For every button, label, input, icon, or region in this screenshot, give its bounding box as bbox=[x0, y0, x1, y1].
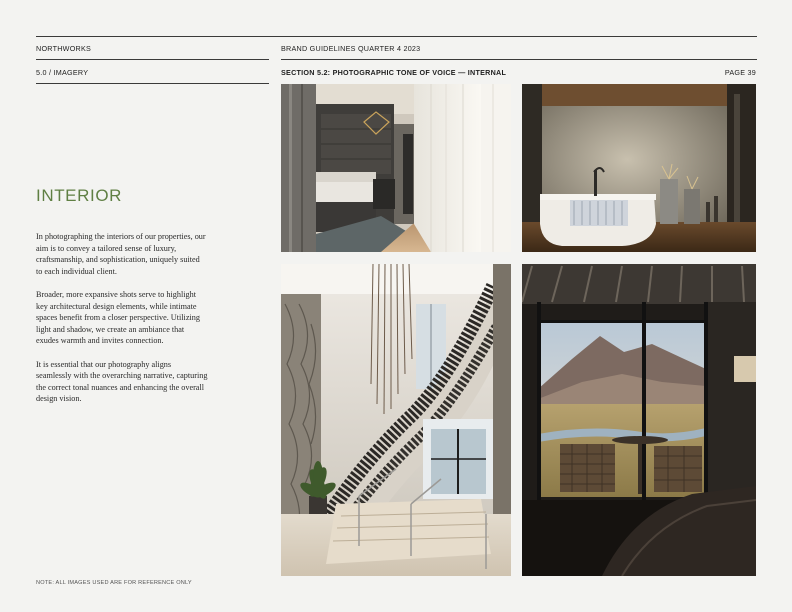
photo-mountain-view bbox=[522, 264, 756, 576]
header-top-rule bbox=[36, 36, 757, 37]
paragraph: It is essential that our photography aligns seamlessly with the overarching narrative, capturing the correct tonal nuances and enhancing the overall design vision. bbox=[36, 359, 208, 404]
document-title: BRAND GUIDELINES QUARTER 4 2023 bbox=[281, 44, 421, 53]
section-label: SECTION 5.2: PHOTOGRAPHIC TONE OF VOICE — INTERNAL bbox=[281, 68, 507, 77]
photo-bathtub bbox=[522, 84, 756, 252]
header-left-mid-rule bbox=[36, 59, 269, 60]
paragraph: Broader, more expansive shots serve to highlight key architectural design elements, while intimate spaces benefit from a closer perspective. Utilizing light and shadow, we create an ambiance that exudes warmth and invites connection. bbox=[36, 289, 200, 346]
reference-note: NOTE: ALL IMAGES USED ARE FOR REFERENCE ONLY bbox=[36, 580, 192, 586]
section-heading: INTERIOR bbox=[36, 186, 123, 205]
photo-bedroom bbox=[281, 84, 511, 252]
photo-staircase bbox=[281, 264, 511, 576]
header-right-mid-rule bbox=[281, 59, 757, 60]
chapter-label: 5.0 / IMAGERY bbox=[36, 68, 89, 77]
brand-name: NORTHWORKS bbox=[36, 44, 92, 53]
page-number: PAGE 39 bbox=[724, 68, 756, 77]
header-left-bottom-rule bbox=[36, 83, 269, 84]
body-text bbox=[36, 231, 208, 417]
paragraph: In photographing the interiors of our properties, our aim is to convey a tailored sense of luxury, craftsmanship, and sophistication, uniquely suited to each individual client. bbox=[36, 232, 206, 276]
